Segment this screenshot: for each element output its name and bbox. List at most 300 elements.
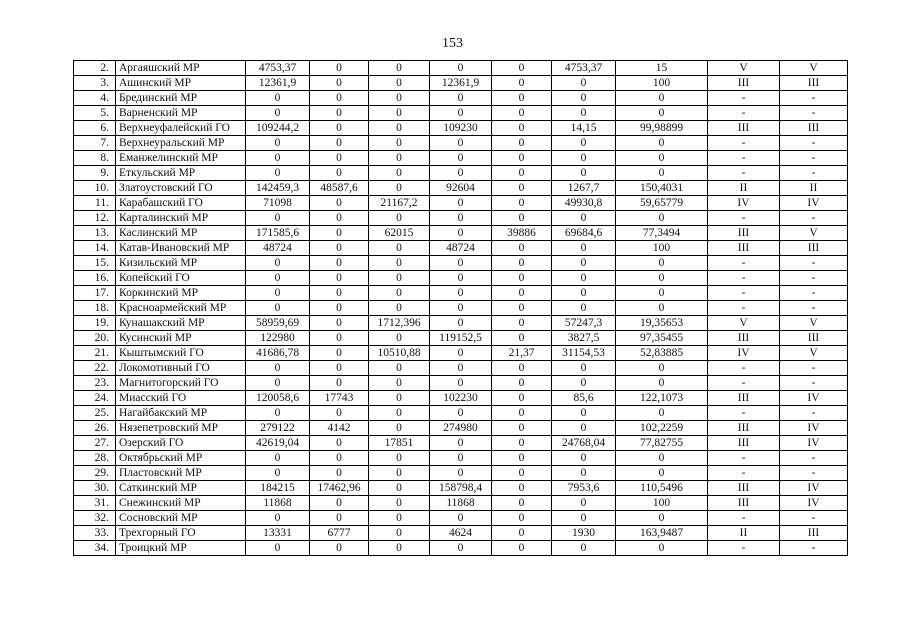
row-number-cell: 2. [74, 61, 116, 76]
value-col-5-cell: 31154,53 [552, 346, 616, 361]
percent-value-cell: 0 [616, 361, 708, 376]
value-total-cell: 171585,6 [246, 226, 310, 241]
category-1-cell: - [708, 166, 780, 181]
category-2-cell: III [780, 241, 848, 256]
value-total-cell: 0 [246, 451, 310, 466]
value-col-3-cell: 92604 [430, 181, 492, 196]
percent-value-cell: 0 [616, 301, 708, 316]
value-col-4-cell: 0 [492, 511, 552, 526]
value-col-4-cell: 0 [492, 181, 552, 196]
value-col-1-cell: 0 [310, 106, 369, 121]
district-name-cell: Брединский МР [116, 91, 246, 106]
value-col-1-cell: 0 [310, 466, 369, 481]
district-name-cell: Саткинский МР [116, 481, 246, 496]
value-col-2-cell: 0 [369, 76, 430, 91]
value-col-4-cell: 0 [492, 541, 552, 556]
row-number-cell: 18. [74, 301, 116, 316]
row-number-cell: 17. [74, 286, 116, 301]
table-row [74, 166, 848, 181]
value-total-cell: 0 [246, 136, 310, 151]
category-2-cell: II [780, 181, 848, 196]
value-col-4-cell: 0 [492, 271, 552, 286]
value-col-4-cell: 0 [492, 376, 552, 391]
value-total-cell: 0 [246, 301, 310, 316]
value-col-2-cell: 0 [369, 286, 430, 301]
value-col-3-cell: 0 [430, 541, 492, 556]
table-row [74, 151, 848, 166]
table-row [74, 346, 848, 361]
percent-value-cell: 52,83885 [616, 346, 708, 361]
row-number-cell: 8. [74, 151, 116, 166]
category-1-cell: - [708, 286, 780, 301]
value-col-2-cell: 0 [369, 541, 430, 556]
table-row [74, 466, 848, 481]
value-total-cell: 11868 [246, 496, 310, 511]
value-col-1-cell: 6777 [310, 526, 369, 541]
value-col-3-cell: 11868 [430, 496, 492, 511]
table-row [74, 256, 848, 271]
table-row [74, 331, 848, 346]
category-2-cell: V [780, 316, 848, 331]
value-col-2-cell: 0 [369, 361, 430, 376]
value-col-3-cell: 0 [430, 271, 492, 286]
value-total-cell: 0 [246, 256, 310, 271]
value-col-2-cell: 0 [369, 151, 430, 166]
value-col-3-cell: 0 [430, 91, 492, 106]
row-number-cell: 19. [74, 316, 116, 331]
table-row [74, 196, 848, 211]
district-name-cell: Красноармейский МР [116, 301, 246, 316]
value-total-cell: 13331 [246, 526, 310, 541]
value-col-1-cell: 0 [310, 61, 369, 76]
page-number: 153 [442, 36, 463, 51]
district-name-cell: Коркинский МР [116, 286, 246, 301]
percent-value-cell: 0 [616, 376, 708, 391]
category-2-cell: - [780, 466, 848, 481]
value-total-cell: 0 [246, 361, 310, 376]
district-name-cell: Озерский ГО [116, 436, 246, 451]
district-name-cell: Аргаяшский МР [116, 61, 246, 76]
district-name-cell: Кыштымский ГО [116, 346, 246, 361]
district-name-cell: Пластовский МР [116, 466, 246, 481]
table-row [74, 436, 848, 451]
value-col-1-cell: 0 [310, 376, 369, 391]
value-col-4-cell: 21,37 [492, 346, 552, 361]
district-name-cell: Миасский ГО [116, 391, 246, 406]
value-col-5-cell: 7953,6 [552, 481, 616, 496]
value-col-5-cell: 0 [552, 271, 616, 286]
category-2-cell: V [780, 61, 848, 76]
value-col-1-cell: 48587,6 [310, 181, 369, 196]
category-2-cell: - [780, 151, 848, 166]
value-col-2-cell: 0 [369, 406, 430, 421]
district-name-cell: Трехгорный ГО [116, 526, 246, 541]
value-col-5-cell: 0 [552, 451, 616, 466]
row-number-cell: 4. [74, 91, 116, 106]
category-2-cell: - [780, 361, 848, 376]
value-col-5-cell: 0 [552, 496, 616, 511]
district-name-cell: Каслинский МР [116, 226, 246, 241]
table-row [74, 91, 848, 106]
value-col-3-cell: 0 [430, 211, 492, 226]
row-number-cell: 31. [74, 496, 116, 511]
value-col-5-cell: 0 [552, 106, 616, 121]
table-row [74, 211, 848, 226]
value-col-4-cell: 0 [492, 301, 552, 316]
value-col-4-cell: 0 [492, 76, 552, 91]
percent-value-cell: 19,35653 [616, 316, 708, 331]
value-col-5-cell: 0 [552, 421, 616, 436]
value-col-1-cell: 0 [310, 256, 369, 271]
value-col-3-cell: 0 [430, 346, 492, 361]
category-1-cell: - [708, 256, 780, 271]
table-body [74, 61, 848, 556]
category-1-cell: - [708, 151, 780, 166]
value-col-1-cell: 0 [310, 121, 369, 136]
category-1-cell: III [708, 121, 780, 136]
category-2-cell: III [780, 121, 848, 136]
value-col-4-cell: 0 [492, 241, 552, 256]
district-name-cell: Катав-Ивановский МР [116, 241, 246, 256]
value-col-4-cell: 0 [492, 496, 552, 511]
value-col-2-cell: 0 [369, 451, 430, 466]
table-row [74, 136, 848, 151]
value-col-1-cell: 0 [310, 226, 369, 241]
value-col-2-cell: 0 [369, 211, 430, 226]
row-number-cell: 30. [74, 481, 116, 496]
percent-value-cell: 0 [616, 451, 708, 466]
value-col-2-cell: 0 [369, 121, 430, 136]
value-col-4-cell: 0 [492, 106, 552, 121]
percent-value-cell: 0 [616, 406, 708, 421]
table-row [74, 316, 848, 331]
table-row [74, 451, 848, 466]
table-row [74, 61, 848, 76]
value-col-1-cell: 17743 [310, 391, 369, 406]
value-col-1-cell: 0 [310, 346, 369, 361]
district-name-cell: Нагайбакский МР [116, 406, 246, 421]
value-col-1-cell: 0 [310, 436, 369, 451]
value-col-1-cell: 0 [310, 541, 369, 556]
value-col-4-cell: 0 [492, 91, 552, 106]
category-2-cell: III [780, 76, 848, 91]
value-col-4-cell: 0 [492, 211, 552, 226]
district-name-cell: Копейский ГО [116, 271, 246, 286]
row-number-cell: 26. [74, 421, 116, 436]
category-1-cell: III [708, 331, 780, 346]
row-number-cell: 15. [74, 256, 116, 271]
value-total-cell: 0 [246, 466, 310, 481]
percent-value-cell: 0 [616, 136, 708, 151]
value-col-2-cell: 0 [369, 376, 430, 391]
value-col-3-cell: 0 [430, 466, 492, 481]
value-col-4-cell: 0 [492, 151, 552, 166]
category-1-cell: II [708, 526, 780, 541]
value-col-1-cell: 0 [310, 241, 369, 256]
value-col-3-cell: 109230 [430, 121, 492, 136]
value-col-1-cell: 0 [310, 511, 369, 526]
value-col-2-cell: 0 [369, 256, 430, 271]
district-name-cell: Карабашский ГО [116, 196, 246, 211]
value-col-1-cell: 0 [310, 76, 369, 91]
row-number-cell: 25. [74, 406, 116, 421]
value-col-3-cell: 0 [430, 256, 492, 271]
row-number-cell: 24. [74, 391, 116, 406]
value-total-cell: 0 [246, 376, 310, 391]
category-2-cell: - [780, 106, 848, 121]
value-total-cell: 0 [246, 166, 310, 181]
category-2-cell: - [780, 286, 848, 301]
category-2-cell: III [780, 526, 848, 541]
percent-value-cell: 77,3494 [616, 226, 708, 241]
table-row [74, 361, 848, 376]
category-2-cell: V [780, 346, 848, 361]
value-col-1-cell: 0 [310, 91, 369, 106]
value-col-3-cell: 274980 [430, 421, 492, 436]
table-row [74, 226, 848, 241]
value-col-2-cell: 0 [369, 496, 430, 511]
value-col-4-cell: 0 [492, 166, 552, 181]
value-col-4-cell: 0 [492, 286, 552, 301]
row-number-cell: 29. [74, 466, 116, 481]
value-col-2-cell: 10510,88 [369, 346, 430, 361]
value-col-2-cell: 0 [369, 391, 430, 406]
value-col-2-cell: 0 [369, 181, 430, 196]
category-1-cell: - [708, 136, 780, 151]
category-2-cell: - [780, 256, 848, 271]
district-name-cell: Златоустовский ГО [116, 181, 246, 196]
value-col-3-cell: 102230 [430, 391, 492, 406]
value-col-4-cell: 0 [492, 526, 552, 541]
percent-value-cell: 163,9487 [616, 526, 708, 541]
category-1-cell: - [708, 271, 780, 286]
district-name-cell: Еткульский МР [116, 166, 246, 181]
value-col-5-cell: 0 [552, 166, 616, 181]
value-col-3-cell: 12361,9 [430, 76, 492, 91]
value-col-2-cell: 0 [369, 511, 430, 526]
value-col-3-cell: 0 [430, 301, 492, 316]
row-number-cell: 32. [74, 511, 116, 526]
value-col-3-cell: 0 [430, 361, 492, 376]
category-2-cell: IV [780, 436, 848, 451]
category-1-cell: - [708, 361, 780, 376]
value-total-cell: 0 [246, 91, 310, 106]
data-table [73, 60, 848, 556]
category-1-cell: III [708, 241, 780, 256]
category-2-cell: IV [780, 391, 848, 406]
category-1-cell: V [708, 61, 780, 76]
row-number-cell: 20. [74, 331, 116, 346]
value-total-cell: 71098 [246, 196, 310, 211]
value-col-5-cell: 0 [552, 211, 616, 226]
district-name-cell: Верхнеуфалейский ГО [116, 121, 246, 136]
row-number-cell: 6. [74, 121, 116, 136]
value-col-5-cell: 69684,6 [552, 226, 616, 241]
category-1-cell: - [708, 91, 780, 106]
value-col-4-cell: 0 [492, 256, 552, 271]
value-col-1-cell: 0 [310, 496, 369, 511]
value-col-5-cell: 85,6 [552, 391, 616, 406]
category-2-cell: - [780, 541, 848, 556]
row-number-cell: 14. [74, 241, 116, 256]
value-col-5-cell: 0 [552, 76, 616, 91]
category-1-cell: - [708, 211, 780, 226]
percent-value-cell: 59,65779 [616, 196, 708, 211]
value-col-5-cell: 0 [552, 286, 616, 301]
value-col-2-cell: 0 [369, 271, 430, 286]
value-total-cell: 120058,6 [246, 391, 310, 406]
table-row [74, 76, 848, 91]
value-col-4-cell: 0 [492, 196, 552, 211]
value-col-4-cell: 0 [492, 331, 552, 346]
row-number-cell: 16. [74, 271, 116, 286]
percent-value-cell: 0 [616, 91, 708, 106]
value-col-3-cell: 0 [430, 106, 492, 121]
category-1-cell: IV [708, 346, 780, 361]
category-2-cell: IV [780, 196, 848, 211]
value-col-2-cell: 0 [369, 421, 430, 436]
value-col-5-cell: 49930,8 [552, 196, 616, 211]
row-number-cell: 12. [74, 211, 116, 226]
value-col-5-cell: 1930 [552, 526, 616, 541]
category-2-cell: - [780, 211, 848, 226]
value-col-3-cell: 4624 [430, 526, 492, 541]
percent-value-cell: 0 [616, 271, 708, 286]
value-col-1-cell: 0 [310, 301, 369, 316]
percent-value-cell: 102,2259 [616, 421, 708, 436]
percent-value-cell: 100 [616, 241, 708, 256]
category-2-cell: - [780, 406, 848, 421]
value-col-5-cell: 0 [552, 301, 616, 316]
category-1-cell: - [708, 451, 780, 466]
value-col-2-cell: 62015 [369, 226, 430, 241]
table-row [74, 181, 848, 196]
value-col-1-cell: 0 [310, 271, 369, 286]
percent-value-cell: 150,4031 [616, 181, 708, 196]
value-col-5-cell: 0 [552, 136, 616, 151]
row-number-cell: 7. [74, 136, 116, 151]
value-col-3-cell: 0 [430, 286, 492, 301]
value-col-4-cell: 0 [492, 436, 552, 451]
value-col-5-cell: 24768,04 [552, 436, 616, 451]
table-row [74, 526, 848, 541]
value-col-3-cell: 0 [430, 226, 492, 241]
value-col-5-cell: 0 [552, 151, 616, 166]
category-2-cell: IV [780, 481, 848, 496]
table-row [74, 241, 848, 256]
percent-value-cell: 15 [616, 61, 708, 76]
value-col-1-cell: 4142 [310, 421, 369, 436]
category-2-cell: III [780, 331, 848, 346]
district-name-cell: Кусинский МР [116, 331, 246, 346]
value-col-2-cell: 0 [369, 91, 430, 106]
value-col-1-cell: 0 [310, 406, 369, 421]
row-number-cell: 27. [74, 436, 116, 451]
district-name-cell: Карталинский МР [116, 211, 246, 226]
value-col-1-cell: 17462,96 [310, 481, 369, 496]
value-total-cell: 0 [246, 211, 310, 226]
value-col-2-cell: 0 [369, 481, 430, 496]
percent-value-cell: 0 [616, 151, 708, 166]
value-total-cell: 0 [246, 511, 310, 526]
percent-value-cell: 122,1073 [616, 391, 708, 406]
value-col-5-cell: 0 [552, 511, 616, 526]
value-col-2-cell: 1712,396 [369, 316, 430, 331]
table-row [74, 376, 848, 391]
value-total-cell: 4753,37 [246, 61, 310, 76]
value-total-cell: 0 [246, 406, 310, 421]
percent-value-cell: 0 [616, 511, 708, 526]
value-col-4-cell: 0 [492, 466, 552, 481]
category-1-cell: - [708, 511, 780, 526]
value-total-cell: 58959,69 [246, 316, 310, 331]
table-row [74, 121, 848, 136]
row-number-cell: 10. [74, 181, 116, 196]
value-col-4-cell: 0 [492, 481, 552, 496]
value-col-4-cell: 0 [492, 121, 552, 136]
value-col-5-cell: 0 [552, 466, 616, 481]
value-col-1-cell: 0 [310, 166, 369, 181]
value-col-3-cell: 0 [430, 376, 492, 391]
percent-value-cell: 0 [616, 256, 708, 271]
value-col-3-cell: 0 [430, 436, 492, 451]
value-col-4-cell: 0 [492, 316, 552, 331]
value-total-cell: 0 [246, 151, 310, 166]
value-col-4-cell: 0 [492, 406, 552, 421]
category-1-cell: - [708, 466, 780, 481]
value-col-2-cell: 0 [369, 106, 430, 121]
value-total-cell: 48724 [246, 241, 310, 256]
value-col-4-cell: 0 [492, 136, 552, 151]
district-name-cell: Кизильский МР [116, 256, 246, 271]
value-col-2-cell: 0 [369, 136, 430, 151]
value-total-cell: 184215 [246, 481, 310, 496]
district-name-cell: Ашинский МР [116, 76, 246, 91]
district-name-cell: Октябрьский МР [116, 451, 246, 466]
percent-value-cell: 0 [616, 541, 708, 556]
category-1-cell: III [708, 76, 780, 91]
value-col-4-cell: 0 [492, 61, 552, 76]
value-col-2-cell: 21167,2 [369, 196, 430, 211]
value-col-4-cell: 0 [492, 391, 552, 406]
value-total-cell: 279122 [246, 421, 310, 436]
value-col-5-cell: 57247,3 [552, 316, 616, 331]
district-name-cell: Сосновский МР [116, 511, 246, 526]
table-row [74, 271, 848, 286]
table-row [74, 481, 848, 496]
value-col-3-cell: 0 [430, 316, 492, 331]
value-col-5-cell: 3827,5 [552, 331, 616, 346]
district-name-cell: Варненский МР [116, 106, 246, 121]
category-2-cell: - [780, 301, 848, 316]
category-1-cell: III [708, 436, 780, 451]
percent-value-cell: 77,82755 [616, 436, 708, 451]
value-col-4-cell: 39886 [492, 226, 552, 241]
value-col-5-cell: 1267,7 [552, 181, 616, 196]
percent-value-cell: 110,5496 [616, 481, 708, 496]
district-name-cell: Кунашакский МР [116, 316, 246, 331]
row-number-cell: 5. [74, 106, 116, 121]
category-2-cell: - [780, 451, 848, 466]
value-total-cell: 0 [246, 106, 310, 121]
value-col-1-cell: 0 [310, 196, 369, 211]
value-col-4-cell: 0 [492, 421, 552, 436]
value-col-2-cell: 0 [369, 61, 430, 76]
category-2-cell: IV [780, 496, 848, 511]
table-row [74, 406, 848, 421]
value-col-3-cell: 0 [430, 406, 492, 421]
value-col-5-cell: 14,15 [552, 121, 616, 136]
